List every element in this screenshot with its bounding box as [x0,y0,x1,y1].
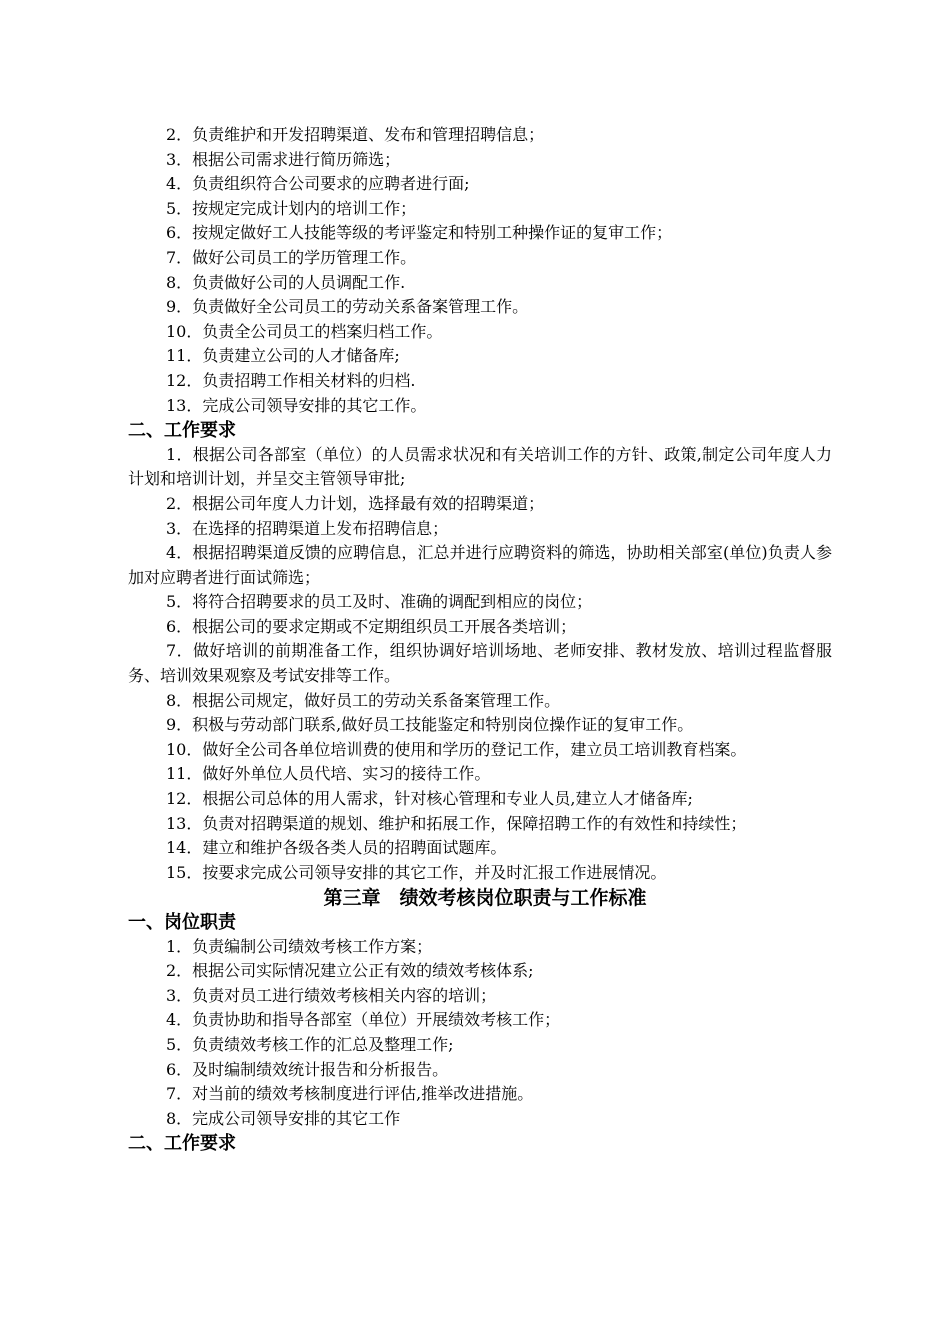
requirement-item: 15．按要求完成公司领导安排的其它工作，并及时汇报工作进展情况。 [166,862,667,882]
section-heading: 二、工作要求 [128,1133,236,1155]
duty-item: 7．对当前的绩效考核制度进行评估,推举改进措施。 [166,1084,534,1104]
list-item: 4．负责组织符合公司要求的应聘者进行面; [166,174,470,194]
requirement-item: 10．做好全公司各单位培训费的使用和学历的登记工作，建立员工培训教育档案。 [166,739,747,759]
requirement-item: 1．根据公司各部室（单位）的人员需求状况和有关培训工作的方针、政策,制定公司年度人力计划和培训计划，并呈交主管领导审批; [128,444,832,489]
requirement-item: 13．负责对招聘渠道的规划、维护和拓展工作，保障招聘工作的有效性和持续性； [166,813,747,833]
requirement-item: 12．根据公司总体的用人需求，针对核心管理和专业人员,建立人才储备库; [166,789,693,809]
duty-item: 3．负责对员工进行绩效考核相关内容的培训； [166,985,497,1005]
list-item: 2．负责维护和开发招聘渠道、发布和管理招聘信息； [166,125,545,144]
requirement-item: 5．将符合招聘要求的员工及时、准确的调配到相应的岗位； [166,592,593,612]
list-item: 11．负责建立公司的人才储备库; [166,346,400,366]
requirement-item: 9．积极与劳动部门联系,做好员工技能鉴定和特别岗位操作证的复审工作。 [166,715,694,735]
requirement-item: 6．根据公司的要求定期或不定期组织员工开展各类培训； [166,616,577,636]
requirement-item: 11．做好外单位人员代培、实习的接待工作。 [166,764,491,784]
requirement-item: 7．做好培训的前期准备工作，组织协调好培训场地、老师安排、教材发放、培训过程监督服务、培训效果观察及考试安排等工作。 [128,641,832,686]
requirement-item: 14．建立和维护各级各类人员的招聘面试题库。 [166,838,507,858]
list-item: 7．做好公司员工的学历管理工作。 [166,247,417,267]
section-heading: 一、岗位职责 [128,912,236,933]
list-item: 6．按规定做好工人技能等级的考评鉴定和特别工种操作证的复审工作； [166,223,673,243]
duty-item: 1．负责编制公司绩效考核工作方案； [166,936,433,956]
chapter-title: 第三章 绩效考核岗位职责与工作标准 [323,887,647,910]
document-content [128,123,832,1156]
list-item: 3．根据公司需求进行简历筛选； [166,149,401,169]
requirement-item: 3．在选择的招聘渠道上发布招聘信息； [166,518,449,538]
duty-item: 6．及时编制绩效统计报告和分析报告。 [166,1059,449,1079]
duty-item: 5．负责绩效考核工作的汇总及整理工作; [166,1034,454,1054]
requirement-item: 8．根据公司规定，做好员工的劳动关系备案管理工作。 [166,690,561,710]
list-item: 10．负责全公司员工的档案归档工作。 [166,321,443,341]
requirement-item: 2．根据公司年度人力计划，选择最有效的招聘渠道； [166,493,545,513]
list-item: 13．完成公司领导安排的其它工作。 [166,395,427,415]
list-item: 9．负责做好全公司员工的劳动关系备案管理工作。 [166,297,529,317]
list-item: 5．按规定完成计划内的培训工作； [166,198,417,218]
duty-item: 4．负责协助和指导各部室（单位）开展绩效考核工作； [166,1010,561,1030]
list-item: 8．负责做好公司的人员调配工作. [166,272,406,292]
section-heading: 二、工作要求 [128,420,236,442]
requirement-item: 4．根据招聘渠道反馈的应聘信息，汇总并进行应聘资料的筛选，协助相关部室(单位)负责人参加对应聘者进行面试筛选； [128,543,832,587]
duty-item: 8．完成公司领导安排的其它工作 [166,1108,401,1128]
list-item: 12．负责招聘工作相关材料的归档. [166,370,416,390]
duty-item: 2．根据公司实际情况建立公正有效的绩效考核体系; [166,961,534,981]
